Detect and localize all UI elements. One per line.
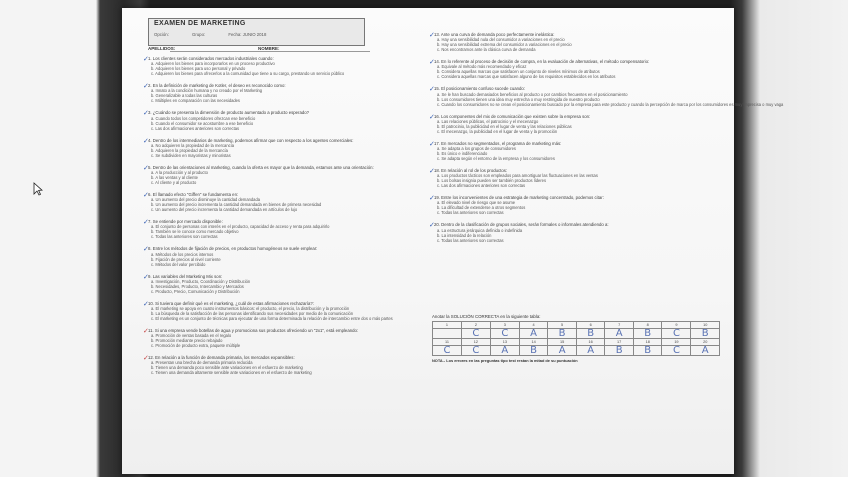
question-option: a. Promoción de ventas basada en el regalo <box>151 333 232 339</box>
question-option: b. Adquieren la propiedad de la mercancía <box>151 147 228 153</box>
answer-area <box>432 314 722 363</box>
answer-number-cell: 15 <box>548 339 577 346</box>
check-mark-icon: ✓ <box>429 167 435 176</box>
question-stem: 8. Entre los métodos de fijación de precios, en productos homogéneos se suele emplear: <box>148 246 318 252</box>
question-block <box>429 221 719 243</box>
student-name-row <box>148 46 378 51</box>
question-option: a. Métodos de los precios internos <box>151 251 214 257</box>
question-option: b. Hay una sensibilidad extrema del consumidor a variaciones en el precio <box>437 42 572 48</box>
question-option: b. El patrocinio, la publicidad en el lugar de venta y las relaciones públicas <box>437 123 572 129</box>
question-block <box>143 191 408 213</box>
name-line <box>170 51 370 52</box>
question-option: c. Nos encontramos ante la clásica curva de demanda <box>437 47 536 53</box>
question-option: b. Necesidades, Producto, Intercambio y Mercados <box>151 283 244 289</box>
question-stem: 2. En la definición de marketing de Kotler, el deseo es reconocido como: <box>148 83 286 89</box>
question-option: a. La estructura jerárquica definida o indefinida <box>437 227 523 233</box>
right-question-column <box>429 31 784 250</box>
question-option: b. Es único e indiferenciado <box>437 151 488 157</box>
question-option: c. El marketing es un conjunto de técnicas para ejecutar de una forma determinada la relación de intercambio entre dos o más partes <box>151 316 393 322</box>
question-block <box>143 82 408 104</box>
question-stem: 9. Las variables del Marketing Mix son: <box>148 273 223 279</box>
check-mark-icon: ✓ <box>143 191 149 200</box>
answer-number-cell: 3 <box>490 322 519 329</box>
question-option: c. Tienen una demanda altamente sensible ante variaciones en el esfuerzo de marketing <box>151 370 312 376</box>
answer-cell: A <box>490 346 519 356</box>
check-mark-icon: ✓ <box>143 354 149 363</box>
question-stem: 10. Si tuviera que definir qué es el marketing, ¿cuál de estas afirmaciones rechazaría?: <box>148 300 314 306</box>
exam-title: EXAMEN DE MARKETING <box>154 20 246 27</box>
answer-cell: B <box>548 329 577 339</box>
question-option: b. Los consumidores tienen una idea muy estrecha o muy restringida de nuestro producto <box>437 96 600 102</box>
question-option: a. El elevado nivel de riesgo que se asume <box>437 200 516 206</box>
question-stem: 19. Entre los inconvenientes de una estrategia de marketing concentrado, podemos citar: <box>434 195 604 201</box>
answer-cell: C <box>662 329 691 339</box>
answer-number-cell: 12 <box>461 339 490 346</box>
answer-cell: B <box>691 329 720 339</box>
answer-cell: C <box>490 329 519 339</box>
question-block <box>143 136 408 158</box>
question-option: a. El marketing se apoya en cuatro instrumentos básicos: el producto, el precio, la distribución y la promoción <box>151 306 350 312</box>
header-field-option: Opción: <box>154 32 169 37</box>
header-field-group: Grupo: <box>192 32 206 37</box>
question-block <box>429 58 719 80</box>
question-option: b. Cuando el consumidor se acostumbre a ese beneficio <box>151 120 254 126</box>
question-option: c. Cuando los consumidores no se crean el posicionamiento buscado por la empresa para este producto y cuando la percepción de marca por los consumidores es muy imprecisa o muy vaga <box>437 101 784 107</box>
answer-number-cell: 10 <box>691 322 720 329</box>
question-option: a. Las relaciones públicas, el patrocinio y el mecenazgo <box>437 118 539 124</box>
check-mark-icon: ✓ <box>429 31 435 39</box>
question-option: a. No adquieren la propiedad de la mercancía <box>151 142 235 148</box>
question-stem: 11. Si una empresa vende botellas de agua y promociona sus productos ofreciendo un "2x1", está empleando: <box>148 328 359 334</box>
answer-cell: C <box>461 329 490 339</box>
question-stem: 7. Se entiende por mercado disponible: <box>148 219 223 225</box>
answer-cell: A <box>548 346 577 356</box>
question-option: b. Considera aquellas marcas que satisfacen un conjunto de niveles mínimos de atributos <box>437 69 600 75</box>
question-option: a. Adquieren los bienes para incorporarlos en un proceso productivo <box>151 61 275 67</box>
question-stem: 20. Dentro de la clasificación de grupos sociales, serán formales o informales atendiendo a: <box>434 222 609 228</box>
exam-header <box>148 18 365 46</box>
check-mark-icon: ✓ <box>143 82 149 91</box>
answer-cell: A <box>605 329 634 339</box>
question-option: b. Adquieren los bienes para uso personal y privado <box>151 66 246 72</box>
check-mark-icon: ✓ <box>429 194 435 203</box>
question-option: c. Las dos afirmaciones anteriores son correctas <box>151 125 240 131</box>
answer-table-label: Anotar la SOLUCIÓN CORRECTA en la siguiente tabla: <box>432 314 541 319</box>
answer-table <box>432 321 720 356</box>
answer-number-cell: 7 <box>605 322 634 329</box>
check-mark-icon: ✓ <box>143 136 149 145</box>
question-option: c. Promoción de producto extra, paquete múltiple <box>151 343 241 349</box>
question-stem: 18. En relación al rol de los productos: <box>434 168 508 174</box>
question-option: c. Todas las anteriores son correctas <box>437 210 504 216</box>
question-option: b. Fijación de precios al nivel corriente <box>151 256 221 262</box>
answer-number-cell: 2 <box>461 322 490 329</box>
check-mark-icon: ✓ <box>143 109 149 118</box>
question-block <box>143 354 408 376</box>
question-option: b. Generalizable a todas las culturas <box>151 93 218 99</box>
question-block <box>143 272 408 294</box>
check-mark-icon: ✓ <box>143 272 149 281</box>
answer-table-row-answers-1 <box>433 329 720 339</box>
question-option: b. La dificultad de extenderse a otros segmentos <box>437 205 526 211</box>
answer-number-cell: 9 <box>662 322 691 329</box>
question-option: c. Considera aquellas marcas que satisfacen alguno de los requisitos establecidos en los atributos <box>437 74 616 80</box>
check-mark-icon: ✓ <box>143 299 149 308</box>
question-option: c. Se adapta según el entorno de la empresa y los consumidores <box>437 156 555 162</box>
check-mark-icon: ✓ <box>143 327 149 336</box>
question-option: b. También se le conoce como mercado objetivo <box>151 229 239 235</box>
question-option: b. La búsqueda de la satisfacción de las personas identificando sus necesidades por medio de la comunicación <box>151 311 354 317</box>
answer-number-cell: 19 <box>662 339 691 346</box>
answer-number-cell: 5 <box>548 322 577 329</box>
check-mark-icon: ✓ <box>143 55 149 63</box>
question-stem: 13. Ante una curva de demanda poco perfectamente inelástica: <box>434 32 555 37</box>
question-stem: 1. Los clientes serán considerados mercados industriales cuando: <box>148 56 274 61</box>
question-block <box>143 299 408 322</box>
answer-cell: B <box>519 346 548 356</box>
question-option: c. Adquieren los bienes para ofrecerlos a la comunidad que tiene a su cargo, prestando un servicio público <box>151 71 345 77</box>
question-option: a. El conjunto de personas con interés en el producto, capacidad de acceso y renta para adquirirlo <box>151 224 330 230</box>
question-stem: 15. El posicionamiento confuso sucede cuando: <box>434 86 526 92</box>
question-option: a. Se le han buscado demasiados beneficios al producto o por cambios frecuentes en el posicionamiento <box>437 91 628 97</box>
question-option: a. Innato a la condición humana y no creado por el Marketing <box>151 88 263 94</box>
answer-cell: C <box>461 346 490 356</box>
check-mark-icon: ✓ <box>429 112 435 121</box>
answer-number-cell: 4 <box>519 322 548 329</box>
check-mark-icon: ✓ <box>143 245 149 254</box>
question-option: a. Equivale al método más recomendado y eficaz <box>437 64 527 70</box>
answer-number-cell: 13 <box>490 339 519 346</box>
question-option: c. Todas las anteriores son correctas <box>151 234 218 240</box>
answer-cell <box>433 329 462 339</box>
question-option: a. Un aumento del precio disminuye la cantidad demandada <box>151 197 261 203</box>
question-block <box>429 112 719 134</box>
check-mark-icon: ✓ <box>429 139 435 148</box>
label-apellidos: APELLIDOS: <box>148 46 176 51</box>
check-mark-icon: ✓ <box>429 221 435 230</box>
check-mark-icon: ✓ <box>143 163 149 172</box>
answer-number-cell: 1 <box>433 322 462 329</box>
question-option: c. Al cliente y al producto <box>151 180 197 186</box>
question-option: a. Presentan una brecha de demanda primaria reducida <box>151 360 253 366</box>
label-nombre: NOMBRE: <box>258 46 280 51</box>
question-block <box>429 31 719 53</box>
check-mark-icon: ✓ <box>429 85 435 94</box>
question-option: b. Los bolsas insignia pueden ser también productos líderes <box>437 178 547 184</box>
answer-number-cell: 20 <box>691 339 720 346</box>
question-option: a. Se adapta a los grupos de consumidores <box>437 146 516 152</box>
answer-cell: A <box>576 346 605 356</box>
question-block <box>143 218 408 240</box>
question-option: c. El mecenazgo, la publicidad en el lugar de venta y la promoción <box>437 128 558 134</box>
question-block <box>429 85 784 107</box>
question-option: a. Cuando todos los competidores ofrezcan ese beneficio <box>151 115 256 121</box>
question-stem: 12. En relación a la función de demanda primaria, los mercados expansibles: <box>148 355 295 361</box>
question-option: a. A la producción y al producto <box>151 170 208 176</box>
question-stem: 6. El llamado efecto "Giffen" se fundamenta en: <box>148 192 239 198</box>
answer-note: NOTA.- Los errores en las preguntas tipo test restan la mitad de su puntuación <box>432 358 578 363</box>
answer-number-cell: 6 <box>576 322 605 329</box>
answer-cell: C <box>662 346 691 356</box>
question-option: a. Hay una sensibilidad nula del consumidor a variaciones en el precio <box>437 37 565 43</box>
question-option: b. La intensidad de la relación <box>437 232 492 238</box>
answer-cell: A <box>519 329 548 339</box>
answer-number-cell: 14 <box>519 339 548 346</box>
answer-number-cell: 17 <box>605 339 634 346</box>
question-option: c. Múltiples en comparación con las necesidades <box>151 98 240 104</box>
answer-number-cell: 18 <box>633 339 662 346</box>
question-block <box>143 245 408 267</box>
answer-number-cell: 11 <box>433 339 462 346</box>
check-mark-icon: ✓ <box>143 218 149 227</box>
question-option: b. Promoción mediante precio rebajado <box>151 338 223 344</box>
answer-cell: A <box>691 346 720 356</box>
exam-sheet <box>122 8 784 474</box>
header-field-date: Fecha: JUNIO 2018 <box>228 32 267 37</box>
question-option: a. Investigación, Producto, Coordinación y Distribución <box>151 278 251 284</box>
question-option: c. Todas las anteriores son correctas <box>437 237 504 243</box>
question-block <box>143 327 408 349</box>
question-block <box>143 55 408 77</box>
question-block <box>143 163 408 186</box>
question-block <box>429 167 719 189</box>
check-mark-icon: ✓ <box>429 58 435 67</box>
question-block <box>143 109 408 131</box>
question-stem: 16. Los componentes del mix de comunicación que existen sobre la empresa son: <box>434 113 591 119</box>
answer-number-cell: 8 <box>633 322 662 329</box>
answer-cell: B <box>605 346 634 356</box>
question-option: c. Un aumento del precio incrementa la cantidad demandada en artículos de lujo <box>151 207 298 213</box>
answer-cell: B <box>633 346 662 356</box>
answer-cell: B <box>633 329 662 339</box>
question-stem: 3. ¿Cuándo se presenta la dimensión de producto aumentado a producto esperado? <box>148 110 310 116</box>
question-option: b. Un aumento del precio incrementa la cantidad demandada en bienes de primera necesidad <box>151 202 322 208</box>
question-stem: 17. En mercados no segmentados, el programa de marketing más: <box>434 140 562 146</box>
question-option: a. Los productos tácticos son empleados para amortiguar las fluctuaciones en las ventas <box>437 173 598 179</box>
left-question-column <box>143 55 408 382</box>
question-stem: 14. En lo referente al proceso de decisión de compra, en la evaluación de alternativas, el método compensatorio: <box>434 59 650 65</box>
question-option: c. Métodos del valor percibido <box>151 261 206 267</box>
question-stem: 5. Dentro de las orientaciones al marketing, cuando la oferta es mayor que la demanda, estamos ante una orientación: <box>148 164 374 170</box>
answer-table-row-answers-2 <box>433 346 720 356</box>
answer-cell: C <box>433 346 462 356</box>
answer-number-cell: 16 <box>576 339 605 346</box>
question-block <box>429 139 719 162</box>
question-option: c. Producto, Precio, Comunicación y Distribución <box>151 288 240 294</box>
question-option: b. Tienen una demanda poco sensible ante variaciones en el esfuerzo de marketing <box>151 365 303 371</box>
answer-cell: B <box>576 329 605 339</box>
question-option: c. Se subdividen en mayoristas y minoristas <box>151 152 231 158</box>
question-option: c. Las dos afirmaciones anteriores son correctas <box>437 183 526 189</box>
question-stem: 4. Dentro de los intermediarios de marketing, podemos afirmar que con respecto a los agentes comerciales: <box>148 137 354 143</box>
question-block <box>429 194 719 216</box>
question-option: b. A las ventas y al cliente <box>151 175 198 181</box>
exam-header-fields <box>154 32 288 37</box>
mouse-pointer-icon <box>33 182 43 196</box>
